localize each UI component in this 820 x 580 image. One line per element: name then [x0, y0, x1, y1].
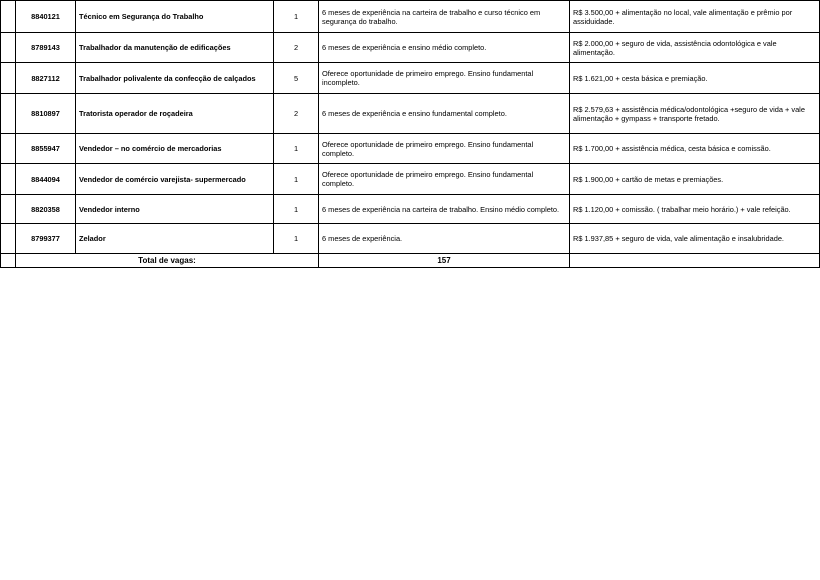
- job-benefits: R$ 2.000,00 + seguro de vida, assistência odontológica e vale alimentação.: [570, 33, 820, 63]
- job-title: Trabalhador da manutenção de edificações: [76, 33, 274, 63]
- row-marker-cell: [1, 164, 16, 195]
- job-title: Tratorista operador de roçadeira: [76, 94, 274, 134]
- job-title: Técnico em Segurança do Trabalho: [76, 1, 274, 33]
- job-title: Vendedor – no comércio de mercadorias: [76, 134, 274, 164]
- total-label: Total de vagas:: [16, 254, 319, 268]
- job-benefits: R$ 1.700,00 + assistência médica, cesta básica e comissão.: [570, 134, 820, 164]
- job-benefits: R$ 3.500,00 + alimentação no local, vale alimentação e prêmio por assiduidade.: [570, 1, 820, 33]
- total-vacancies: 157: [319, 254, 570, 268]
- vacancy-count: 1: [274, 164, 319, 195]
- job-requirements: 6 meses de experiência na carteira de trabalho. Ensino médio completo.: [319, 195, 570, 224]
- vacancy-count: 1: [274, 1, 319, 33]
- vacancy-code: 8855947: [16, 134, 76, 164]
- vacancy-count: 2: [274, 33, 319, 63]
- table-row: [1, 224, 820, 254]
- job-benefits: R$ 1.937,85 + seguro de vida, vale alimentação e insalubridade.: [570, 224, 820, 254]
- row-marker-cell: [1, 94, 16, 134]
- job-benefits: R$ 1.900,00 + cartão de metas e premiações.: [570, 164, 820, 195]
- vacancy-count: 1: [274, 134, 319, 164]
- vacancy-code: 8820358: [16, 195, 76, 224]
- vacancy-code: 8810897: [16, 94, 76, 134]
- row-marker-cell: [1, 1, 16, 33]
- row-marker-cell: [1, 224, 16, 254]
- row-marker-cell: [1, 254, 16, 268]
- job-title: Trabalhador polivalente da confecção de calçados: [76, 63, 274, 94]
- vacancy-table: [0, 0, 820, 268]
- job-requirements: Oferece oportunidade de primeiro emprego. Ensino fundamental incompleto.: [319, 63, 570, 94]
- row-marker-cell: [1, 33, 16, 63]
- vacancy-count: 5: [274, 63, 319, 94]
- job-requirements: Oferece oportunidade de primeiro emprego. Ensino fundamental completo.: [319, 164, 570, 195]
- vacancy-code: 8789143: [16, 33, 76, 63]
- job-benefits: R$ 1.621,00 + cesta básica e premiação.: [570, 63, 820, 94]
- vacancy-code: 8799377: [16, 224, 76, 254]
- table-row: [1, 195, 820, 224]
- vacancy-count: 2: [274, 94, 319, 134]
- job-title: Vendedor de comércio varejista- supermercado: [76, 164, 274, 195]
- job-requirements: 6 meses de experiência na carteira de trabalho e curso técnico em segurança do trabalho.: [319, 1, 570, 33]
- job-requirements: 6 meses de experiência e ensino fundamental completo.: [319, 94, 570, 134]
- job-requirements: 6 meses de experiência e ensino médio completo.: [319, 33, 570, 63]
- table-row: [1, 63, 820, 94]
- table-row: [1, 1, 820, 33]
- vacancy-code: 8827112: [16, 63, 76, 94]
- vacancy-count: 1: [274, 195, 319, 224]
- table-row: [1, 33, 820, 63]
- empty-cell: [570, 254, 820, 268]
- total-row: [1, 254, 820, 268]
- job-title: Vendedor interno: [76, 195, 274, 224]
- row-marker-cell: [1, 195, 16, 224]
- table-row: [1, 164, 820, 195]
- job-benefits: R$ 1.120,00 + comissão. ( trabalhar meio horário.) + vale refeição.: [570, 195, 820, 224]
- job-requirements: 6 meses de experiência.: [319, 224, 570, 254]
- row-marker-cell: [1, 63, 16, 94]
- vacancy-code: 8844094: [16, 164, 76, 195]
- row-marker-cell: [1, 134, 16, 164]
- job-benefits: R$ 2.579,63 + assistência médica/odontológica +seguro de vida + vale alimentação + gympass + transporte fretado.: [570, 94, 820, 134]
- vacancy-count: 1: [274, 224, 319, 254]
- job-title: Zelador: [76, 224, 274, 254]
- vacancy-code: 8840121: [16, 1, 76, 33]
- job-requirements: Oferece oportunidade de primeiro emprego. Ensino fundamental completo.: [319, 134, 570, 164]
- table-row: [1, 134, 820, 164]
- table-row: [1, 94, 820, 134]
